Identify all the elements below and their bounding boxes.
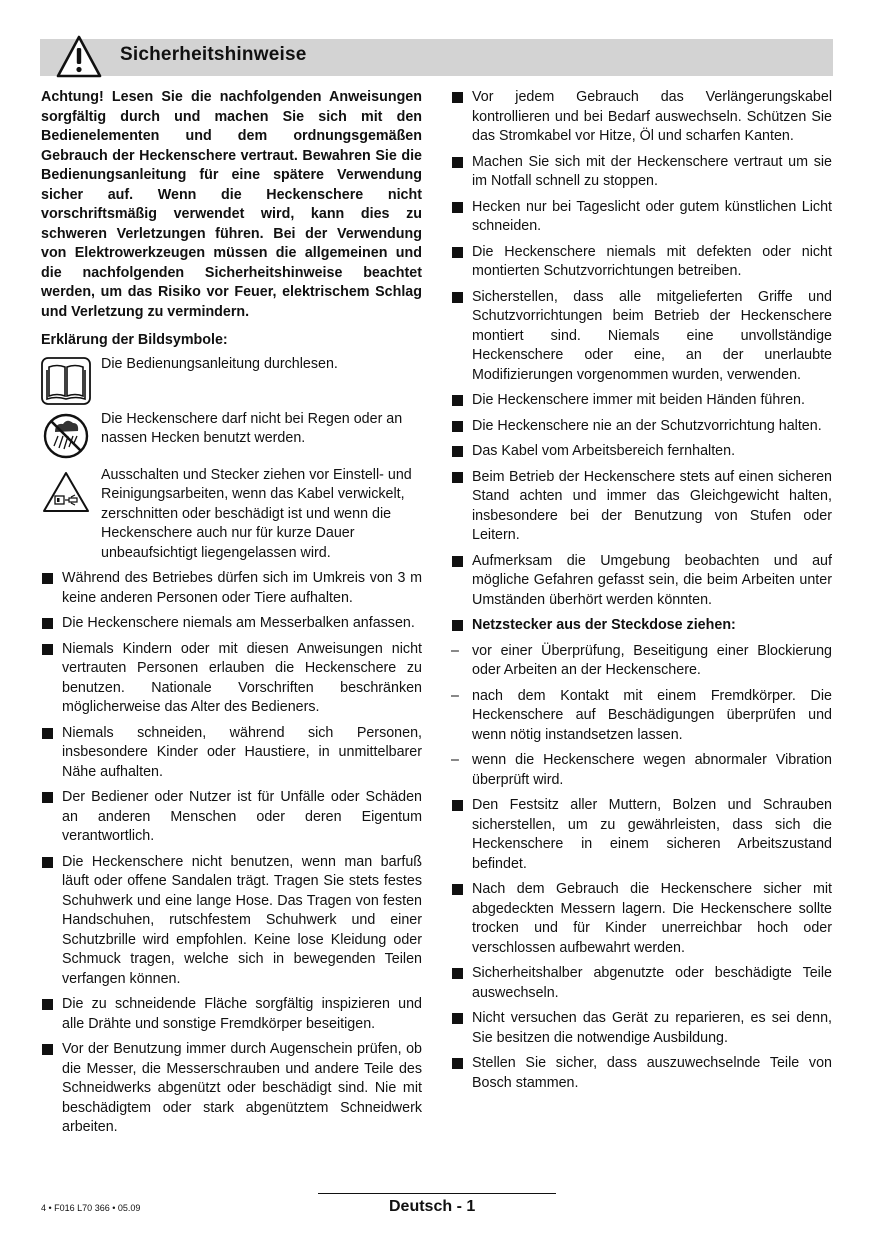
- footer-divider: [318, 1193, 556, 1194]
- list-item: Niemals schneiden, während sich Personen, insbesondere Kinder oder Haustiere, in unmittelbarer Nähe aufhalten.: [41, 724, 422, 783]
- dash-item: – vor einer Überprüfung, Beseitigung einer Blockierung oder Arbeiten an der Heckenschere.: [451, 642, 832, 681]
- left-safety-list: [41, 569, 422, 1138]
- list-item: Niemals Kindern oder mit diesen Anweisungen nicht vertrauten Personen erlauben die Heckenschere zu benutzen. Nationale Vorschriften beschränken möglicherweise das Alter des Bedieners.: [41, 640, 422, 718]
- warning-triangle-icon: [56, 35, 102, 78]
- dash-item: – nach dem Kontakt mit einem Fremdkörper. Die Heckenschere auf Beschädigungen überprüfen und wenn nötig instandsetzen lassen.: [451, 687, 832, 746]
- intro-warning: Achtung! Lesen Sie die nachfolgenden Anweisungen sorgfältig durch und machen Sie sich mit den Bedienelementen und dem ordnungsgemäßen Gebrauch der Heckenschere vertraut. Bewahren Sie die Bedienungsanleitung für eine spätere Verwendung sicher auf. Wenn die Heckenschere nicht vorschriftsmäßig verwendet wird, kann dies zu schweren Verletzungen führen. Bei der Verwendung von Elektrowerkzeugen müssen die allgemeinen und die nachfolgenden Sicherheitshinweise beachtet werden, um das Risiko vor Feuer, elektrischem Schlag und Verletzung zu vermindern.: [41, 89, 422, 320]
- list-item: Der Bediener oder Nutzer ist für Unfälle oder Schäden an anderen Menschen oder deren Eigentum verantwortlich.: [41, 788, 422, 847]
- list-item: Das Kabel vom Arbeitsbereich fernhalten.: [451, 442, 832, 462]
- list-item: Vor jedem Gebrauch das Verlängerungskabel kontrollieren und bei Bedarf auswechseln. Schützen Sie das Stromkabel vor Hitze, Öl und scharfen Kanten.: [451, 88, 832, 147]
- symbol-text-manual: Die Bedienungsanleitung durchlesen.: [101, 355, 338, 372]
- list-item: Vor der Benutzung immer durch Augenschein prüfen, ob die Messer, die Messerschrauben und andere Teile des Schneidwerks abgenützt oder beschädigt sind. Nie mit beschädigtem oder stark abgenütztem Schneidwerk arbeiten.: [41, 1040, 422, 1138]
- symbols-heading: Erklärung der Bildsymbole:: [41, 332, 228, 348]
- list-item: Die Heckenschere niemals mit defekten oder nicht montierten Schutzvorrichtungen betreiben.: [451, 243, 832, 282]
- symbol-row-rain: [41, 410, 422, 460]
- list-item: Sicherstellen, dass alle mitgelieferten Griffe und Schutzvorrichtungen beim Betrieb der Heckenschere montiert sind. Niemals eine unvollständige Heckenschere oder eine, an der unerlaubte Modifizierungen vorgenommen wurden, verwenden.: [451, 288, 832, 386]
- unplug-heading: Netzstecker aus der Steckdose ziehen:: [451, 616, 832, 636]
- list-item: Aufmerksam die Umgebung beobachten und auf mögliche Gefahren gefasst sein, die beim Arbeiten unter Umständen überhört werden könnten.: [451, 552, 832, 611]
- list-item: Nicht versuchen das Gerät zu reparieren, es sei denn, Sie besitzen die notwendige Ausbildung.: [451, 1009, 832, 1048]
- symbol-row-manual: [41, 355, 422, 404]
- list-item: Während des Betriebes dürfen sich im Umkreis von 3 m keine anderen Personen oder Tiere aufhalten.: [41, 569, 422, 608]
- list-item: Die zu schneidende Fläche sorgfältig inspizieren und alle Drähte und sonstige Fremdkörper beseitigen.: [41, 995, 422, 1034]
- list-item: Die Heckenschere nicht benutzen, wenn man barfuß läuft oder offene Sandalen trägt. Tragen Sie stets festes Schuhwerk und eine lange Hose. Das Tragen von festen Handschuhen, rutschfestem Schuhwerk und einer Schutzbrille wird empfohlen. Keine lose Kleidung oder Schmuck tragen, welche sich in bewegenden Teilen verfangen können.: [41, 853, 422, 990]
- list-item: Sicherheitshalber abgenutzte oder beschädigte Teile auswechseln.: [451, 964, 832, 1003]
- list-item: Die Heckenschere nie an der Schutzvorrichtung halten.: [451, 417, 832, 437]
- list-item: Beim Betrieb der Heckenschere stets auf einen sicheren Stand achten und immer das Gleichgewicht halten, insbesondere bei der Benutzung von Stufen oder Leitern.: [451, 468, 832, 546]
- list-item: Stellen Sie sicher, dass auszuwechselnde Teile von Bosch stammen.: [451, 1054, 832, 1093]
- list-item: Die Heckenschere immer mit beiden Händen führen.: [451, 391, 832, 411]
- symbol-row-unplug: [41, 466, 422, 564]
- section-header: [40, 39, 833, 76]
- list-item: Den Festsitz aller Muttern, Bolzen und Schrauben sicherstellen, um zu gewährleisten, dass sich die Heckenschere in einem sicheren Arbeitszustand befindet.: [451, 796, 832, 874]
- unplug-warning-icon: [41, 468, 91, 516]
- no-rain-icon: [41, 412, 91, 460]
- manual-book-icon: [41, 357, 91, 405]
- symbol-text-rain: Die Heckenschere darf nicht bei Regen oder an nassen Hecken benutzt werden.: [101, 410, 403, 446]
- dash-item: – wenn die Heckenschere wegen abnormaler Vibration überprüft wird.: [451, 751, 832, 790]
- list-item: Machen Sie sich mit der Heckenschere vertraut um sie im Notfall schnell zu stoppen.: [451, 153, 832, 192]
- list-item: Hecken nur bei Tageslicht oder gutem künstlichen Licht schneiden.: [451, 198, 832, 237]
- symbol-text-unplug: Ausschalten und Stecker ziehen vor Einstell- und Reinigungsarbeiten, wenn das Kabel verwickelt, zerschnitten oder beschädigt ist und wenn die Heckenschere auch nur für kurze Dauer unbeaufsichtigt liegengelassen wird.: [101, 466, 412, 561]
- left-column: [41, 88, 422, 1144]
- right-safety-list: [451, 88, 832, 1093]
- page-title: Sicherheitshinweise: [120, 44, 307, 65]
- right-column: [451, 88, 832, 1099]
- document-code: 4 • F016 L70 366 • 05.09: [41, 1203, 141, 1213]
- list-item: Nach dem Gebrauch die Heckenschere sicher mit abgedeckten Messern lagern. Die Heckenschere sollte trocken und für Kinder unerreichbar hoch oder verschlossen aufbewahrt werden.: [451, 880, 832, 958]
- list-item: Die Heckenschere niemals am Messerbalken anfassen.: [41, 614, 422, 634]
- page-number: Deutsch - 1: [389, 1198, 476, 1215]
